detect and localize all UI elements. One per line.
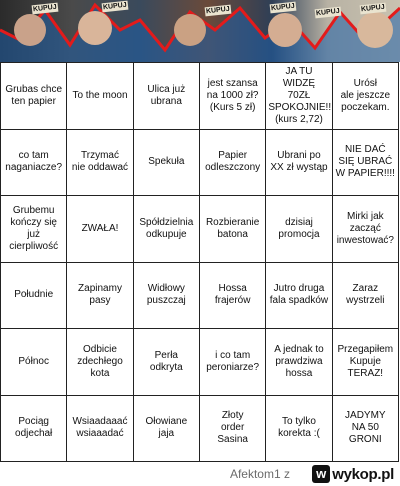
wykop-icon: w xyxy=(312,465,330,483)
wykop-logo xyxy=(312,464,394,484)
author-credit xyxy=(230,467,290,481)
bingo-cell: Rozbieranie batona xyxy=(199,196,265,263)
bingo-cell: Zapinamy pasy xyxy=(67,262,133,329)
bingo-cell: i co tam peroniarze? xyxy=(199,329,265,396)
bingo-cell: Grubemu kończy się już cierpliwość xyxy=(1,196,67,263)
bingo-cell: Widłowy puszczaj xyxy=(133,262,199,329)
bingo-row xyxy=(1,196,399,263)
bingo-cell: Hossa frajerów xyxy=(199,262,265,329)
bingo-cell: Ubrani po XX zł wystąp xyxy=(266,129,332,196)
wykop-logo-text: wykop.pl xyxy=(332,465,394,483)
bingo-cell: Mirki jak zacząć inwestować? xyxy=(332,196,398,263)
banner-label: KUPUJ xyxy=(360,3,386,14)
bingo-cell: co tam naganiacze? xyxy=(1,129,67,196)
bingo-cell: Północ xyxy=(1,329,67,396)
banner-face-1 xyxy=(14,14,46,46)
author-name: Afektom1 xyxy=(229,467,281,481)
bingo-cell: Pociąg odjechał xyxy=(1,395,67,462)
bingo-cell: Południe xyxy=(1,262,67,329)
bingo-cell: Ołowiane jaja xyxy=(133,395,199,462)
footer-watermark xyxy=(0,462,400,486)
banner-label: KUPUJ xyxy=(32,3,58,14)
bingo-cell: JADYMY NA 50 GRONI xyxy=(332,395,398,462)
bingo-grid xyxy=(0,62,399,462)
bingo-cell: Spekuła xyxy=(133,129,199,196)
bingo-cell: jest szansa na 1000 zł? (Kurs 5 zł) xyxy=(199,63,265,130)
bingo-cell: Grubas chce ten papier xyxy=(1,63,67,130)
bingo-cell: ZWAŁA! xyxy=(67,196,133,263)
bingo-cell: Perła odkryta xyxy=(133,329,199,396)
bingo-cell: Spółdzielnia odkupuje xyxy=(133,196,199,263)
bingo-cell: Przegapiłem Kupuje TERAZ! xyxy=(332,329,398,396)
bingo-cell: Urósł ale jeszcze poczekam. xyxy=(332,63,398,130)
banner-label: KUPUJ xyxy=(270,2,296,13)
banner-image xyxy=(0,0,400,62)
bingo-row xyxy=(1,329,399,396)
banner-label: KUPUJ xyxy=(315,7,341,18)
bingo-cell: A jednak to prawdziwa hossa xyxy=(266,329,332,396)
banner-face-5 xyxy=(357,12,393,48)
banner-face-3 xyxy=(174,14,206,46)
bingo-cell: Trzymać nie oddawać xyxy=(67,129,133,196)
bingo-cell: To tylko korekta :( xyxy=(266,395,332,462)
banner-face-4 xyxy=(268,13,302,47)
bingo-cell: Ulica już ubrana xyxy=(133,63,199,130)
bingo-row xyxy=(1,395,399,462)
bingo-cell: Zaraz wystrzeli xyxy=(332,262,398,329)
bingo-cell: To the moon xyxy=(67,63,133,130)
bingo-cell: Złoty order Sasina xyxy=(199,395,265,462)
banner-label: KUPUJ xyxy=(102,1,128,12)
author-separator: z xyxy=(284,467,290,481)
bingo-cell: NIE DAĆ SIĘ UBRAĆ W PAPIER!!!! xyxy=(332,129,398,196)
bingo-cell: Odbicie zdechłego kota xyxy=(67,329,133,396)
bingo-cell: dzisiaj promocja xyxy=(266,196,332,263)
banner-face-2 xyxy=(78,11,112,45)
banner-label: KUPUJ xyxy=(205,5,231,16)
bingo-cell: Wsiaadaaać wsiaaadać xyxy=(67,395,133,462)
bingo-cell: JA TU WIDZĘ 70ZŁ SPOKOJNIE!! (kurs 2,72) xyxy=(266,63,332,130)
bingo-cell: Papier odleszczony xyxy=(199,129,265,196)
bingo-row xyxy=(1,63,399,130)
bingo-row xyxy=(1,129,399,196)
bingo-cell: Jutro druga fala spadków xyxy=(266,262,332,329)
bingo-row xyxy=(1,262,399,329)
